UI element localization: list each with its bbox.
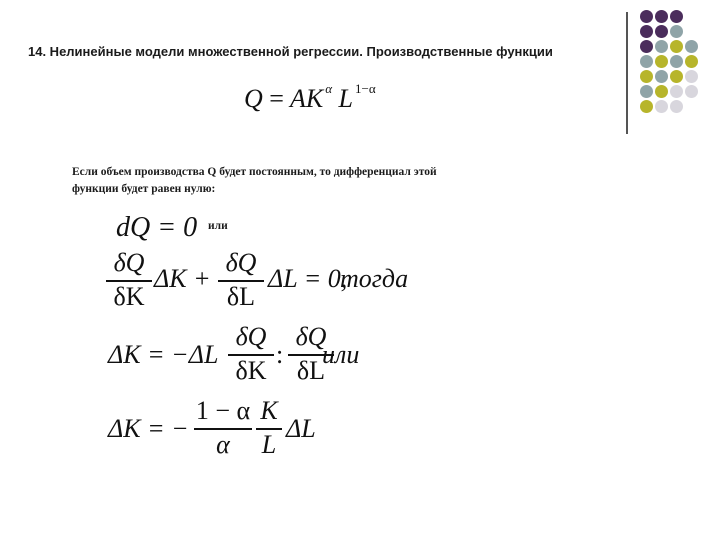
- eq3-tail: или: [322, 340, 360, 369]
- decor-dot: [655, 10, 668, 23]
- decor-dot: [670, 25, 683, 38]
- formula-one-minus-alpha-exponent: 1−α: [355, 81, 376, 96]
- decor-dot: [670, 55, 683, 68]
- formula-equals: =: [269, 84, 284, 113]
- slide-title: 14. Нелинейные модели множественной регрессии. Производственные функции: [28, 44, 553, 59]
- eq3-frac2-denominator: δL: [296, 356, 326, 385]
- decor-dot: [640, 40, 653, 53]
- formula-alpha-exponent: α: [325, 81, 333, 96]
- eq2-term1: ΔK +: [154, 264, 211, 293]
- eq2-term2: ΔL = 0,: [268, 264, 348, 293]
- eq4-frac1-denominator: α: [216, 430, 230, 459]
- decor-dot: [685, 55, 698, 68]
- decor-dot: [670, 85, 683, 98]
- decor-dot: [640, 55, 653, 68]
- eq3-frac1-numerator: δQ: [235, 322, 267, 351]
- eq3-fraction-dq-dk: [228, 322, 274, 388]
- explanation-paragraph: [72, 164, 437, 198]
- decor-dot: [670, 40, 683, 53]
- eq3-frac1-denominator: δK: [235, 356, 267, 385]
- decor-dot: [685, 40, 698, 53]
- decorative-dot-grid: [638, 10, 698, 120]
- eq3-lhs: ΔK = −ΔL: [108, 340, 219, 369]
- eq4-frac2-denominator: L: [261, 430, 277, 459]
- decor-dot: [670, 100, 683, 113]
- eq2-tail: тогда: [340, 264, 409, 293]
- decor-dot: [640, 85, 653, 98]
- formula-l: L: [338, 84, 354, 113]
- ili-label: или: [208, 220, 228, 232]
- eq2-frac1-numerator: δQ: [113, 248, 145, 277]
- formula-ak: AK: [289, 84, 324, 113]
- decor-dot: [640, 25, 653, 38]
- eq2-frac2-denominator: δL: [226, 282, 256, 311]
- decor-dot: [655, 85, 668, 98]
- eq2-frac2-numerator: δQ: [225, 248, 257, 277]
- eq2-fraction-dq-dl: [218, 248, 264, 314]
- decor-dot: [655, 55, 668, 68]
- decor-dot: [640, 70, 653, 83]
- decor-dot: [655, 70, 668, 83]
- eq2-fraction-dq-dk: [106, 248, 152, 314]
- equation-dq-zero: dQ = 0: [116, 212, 198, 243]
- decor-dot: [655, 100, 668, 113]
- paragraph-line-2: функции будет равен нулю:: [72, 183, 216, 195]
- decor-dot: [655, 40, 668, 53]
- eq3-colon: :: [276, 340, 284, 369]
- eq4-tail: ΔL: [286, 414, 316, 443]
- decor-dot: [670, 10, 683, 23]
- decor-dot: [640, 100, 653, 113]
- decorative-divider-line: [626, 12, 628, 134]
- decor-dot: [655, 25, 668, 38]
- eq4-fraction-one-minus-alpha-over-alpha: [194, 396, 252, 462]
- decor-dot: [685, 70, 698, 83]
- eq4-fraction-k-over-l: [256, 396, 282, 462]
- eq4-frac2-numerator: K: [260, 396, 278, 425]
- paragraph-line-1: Если объем производства Q будет постоянным, то дифференциал этой: [72, 166, 437, 178]
- main-formula: [244, 81, 376, 114]
- eq2-frac1-denominator: δK: [113, 282, 145, 311]
- eq4-lhs: ΔK = −: [108, 414, 189, 443]
- eq3-frac2-numerator: δQ: [295, 322, 327, 351]
- decor-dot: [685, 85, 698, 98]
- eq4-frac1-numerator: 1 − α: [195, 396, 251, 425]
- decor-dot: [670, 70, 683, 83]
- decor-dot: [640, 10, 653, 23]
- formula-q: Q: [244, 84, 263, 113]
